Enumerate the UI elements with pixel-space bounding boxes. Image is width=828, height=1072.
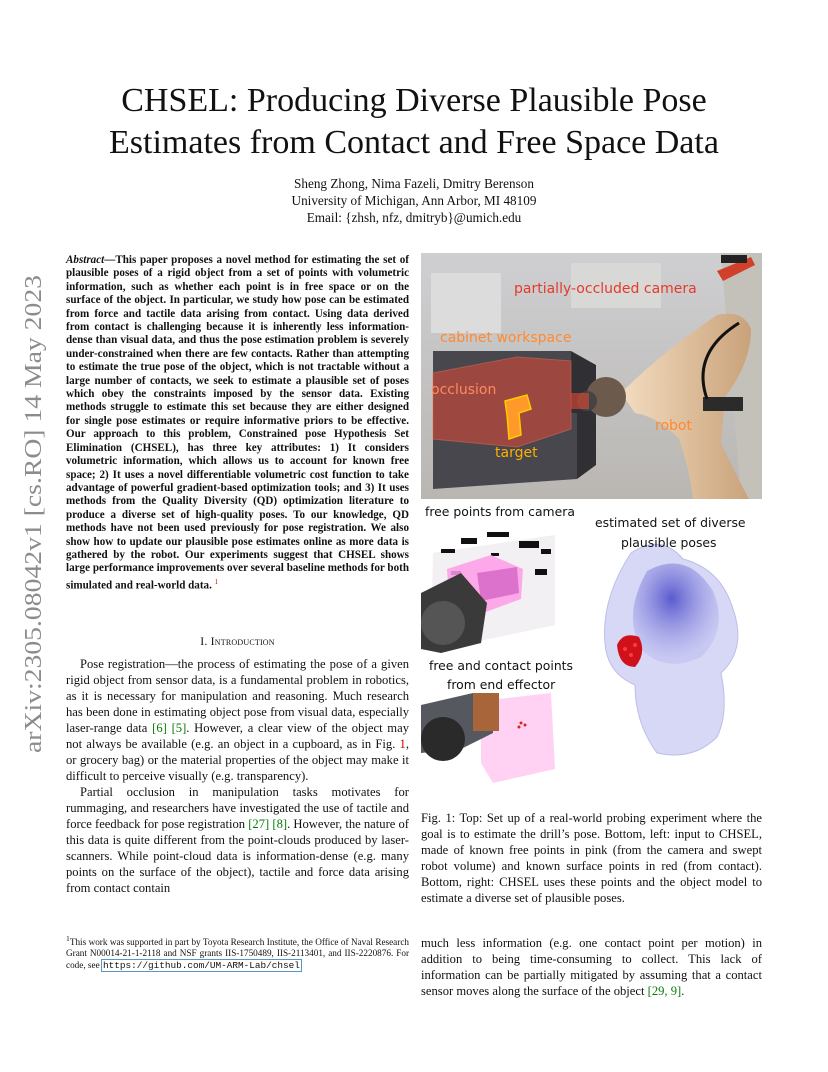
title-line-1: CHSEL: Producing Diverse Plausible Pose [121, 82, 707, 119]
footnote-mark: 1 [66, 934, 70, 943]
citation-link[interactable]: [8] [272, 817, 288, 831]
affiliation: University of Michigan, Ann Arbor, MI 48109 [291, 193, 537, 208]
title-line-2: Estimates from Contact and Free Space Data [109, 124, 719, 161]
label-occlusion: occlusion [431, 382, 497, 398]
label-contact-1: free and contact points [429, 658, 573, 673]
abstract [66, 254, 409, 593]
label-cabinet: cabinet workspace [440, 330, 572, 346]
right-text-a: much less information (e.g. one contact point per motion) in addition to being time-consuming to collect. This lack of information can be partially mitigated by assuming that a contact sensor moves along the surface of the object [421, 936, 762, 998]
code-url-link[interactable]: https://github.com/UM-ARM-Lab/chsel [102, 959, 300, 971]
label-camera: partially-occluded camera [514, 281, 697, 297]
abstract-body: —This paper proposes a novel method for estimating the set of plausible poses of a rigid object from a set of points with volumetric information, such as whether each point is in free space or on the surface of the object. In particular, we study how pose can be estimated from force and tactile data arising from contact. Using data derived from contact is challenging because it is inherently less information-dense than visual data, and thus the pose estimation problem is severely under-constrained when there are few contacts. Rather than attempting to estimate the true pose of the object, which is not tractable without a large number of contacts, we seek to estimate a plausible set of poses which obey the constraints imposed by the sensor data. Existing methods struggle to estimate this set because they are either designed for single pose estimates or require informative priors to be effective. Our approach to this problem, Constrained pose Hypothesis Set Elimination (CHSEL), has three key attributes: 1) It considers volumetric information, which allows us to account for known free space; 2) It uses a novel differentiable volumetric cost function to take advantage of powerful gradient-based optimization tools; and 3) It uses methods from the Quality Diversity (QD) optimization literature to produce a diverse set of high-quality poses. To our knowledge, QD methods have not been used previously for pose registration. We also show how to update our plausible pose estimates online as more data is gathered by the robot. Our experiments suggest that CHSEL shows large performance improvements over several baseline methods for both simulated and real-world data. [66, 254, 409, 592]
citation-link[interactable]: [27] [248, 817, 270, 831]
figure-1 [421, 253, 762, 803]
right-column-text [421, 935, 762, 999]
citation-link[interactable]: [5] [171, 721, 187, 735]
arxiv-identifier-text: arXiv:2305.08042v1 [cs.RO] 14 May 2023 [20, 329, 47, 753]
label-target: target [495, 445, 538, 461]
label-robot: robot [655, 418, 692, 434]
footnote-text: This work was supported in part by Toyota Research Institute, the Office of Naval Research Grant N00014-21-1-2118 and NSF grants IIS-1750489, IIS-2113401, and IIS-2220876. For code, see [66, 937, 409, 970]
citation-link[interactable]: [29, 9] [647, 984, 682, 998]
occlusion-region [433, 357, 571, 447]
intro-p1-text-c: , or grocery bag) or the material properties of the object may make it difficult to perceive visually (e.g. transparency). [66, 737, 409, 783]
intro-p2-text-a: Partial occlusion in manipulation tasks motivates for rummaging, and researchers have investigated the use of tactile and force feedback for pose registration [66, 785, 409, 831]
abstract-lead: Abstract [66, 254, 105, 266]
figure-caption: Fig. 1: Top: Set up of a real-world probing experiment where the goal is to estimate the drill’s pose. Bottom, left: input to CHSEL, made of known free points in pink (from the camera and swept robot volume) and known surface points in red (from contact). Bottom, right: CHSEL uses these points and the object model to estimate a diverse set of plausible poses. [421, 811, 762, 905]
figure-link[interactable]: 1 [399, 737, 406, 751]
intro-p1-text-a: Pose registration—the process of estimating the pose of a given rigid object from sensor data, is a fundamental problem in robotics, as it is necessary for manipulation and reasoning. Much research has been done in estimating object pose from visual data, especially laser-range data [66, 657, 409, 735]
section-heading: I. Introduction [200, 634, 275, 648]
label-estimated-2: plausible poses [621, 535, 717, 550]
author-names: Sheng Zhong, Nima Fazeli, Dmitry Berenson [294, 176, 534, 191]
label-estimated-1: estimated set of diverse [595, 515, 746, 530]
label-free-points: free points from camera [425, 504, 575, 519]
right-text-b: . [681, 984, 685, 998]
author-block [180, 175, 648, 226]
intro-paragraph-2 [66, 784, 409, 896]
author-email: Email: {zhsh, nfz, dmitryb}@umich.edu [306, 210, 522, 225]
paper-title [80, 80, 748, 164]
footnote [66, 933, 409, 971]
label-contact-2: from end effector [447, 677, 556, 692]
citation-link[interactable]: [6] [152, 721, 167, 735]
footnote-link[interactable]: 1 [214, 577, 219, 586]
introduction-text [66, 656, 409, 896]
intro-p1-text-b: . However, a clear view of the object may not always be available (e.g. an object in a cupboard, as in Fig. [66, 721, 409, 751]
arxiv-identifier [16, 275, 50, 755]
intro-p2-text-b: . However, the nature of this data is quite different from the point-clouds produced by laser-scanners. While point-cloud data is information-dense (e.g. many points on the surface of the object), tactile and force data arising from contact contain [66, 817, 410, 895]
intro-paragraph-1 [66, 656, 409, 784]
